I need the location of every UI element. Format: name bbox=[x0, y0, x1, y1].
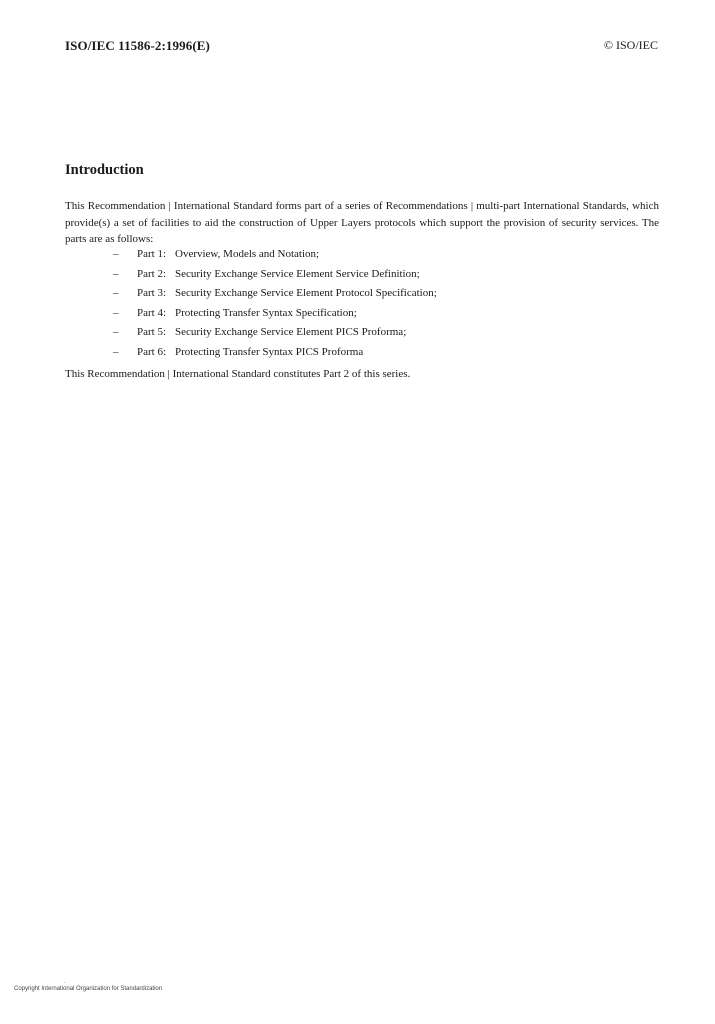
list-item bbox=[65, 304, 659, 324]
part-number: Part 2: bbox=[137, 267, 167, 280]
section-title: Introduction bbox=[65, 162, 144, 178]
footer-mark: . bbox=[64, 979, 66, 985]
closing-paragraph: This Recommendation | International Standard constitutes Part 2 of this series. bbox=[65, 368, 411, 380]
list-dash: – bbox=[113, 267, 119, 280]
list-item bbox=[65, 265, 659, 285]
list-dash: – bbox=[113, 306, 119, 319]
list-item bbox=[65, 245, 659, 265]
document-id: ISO/IEC 11586-2:1996(E) bbox=[65, 38, 210, 53]
part-description: Protecting Transfer Syntax Specification; bbox=[175, 306, 357, 319]
part-description: Security Exchange Service Element Protocol Specification; bbox=[175, 287, 437, 300]
part-description: Protecting Transfer Syntax PICS Proforma bbox=[175, 345, 364, 358]
part-number: Part 6: bbox=[137, 345, 167, 358]
list-item bbox=[65, 343, 659, 363]
parts-list bbox=[65, 245, 659, 363]
part-description: Security Exchange Service Element PICS Proforma; bbox=[175, 326, 407, 339]
part-number: Part 5: bbox=[137, 326, 167, 339]
part-number: Part 4: bbox=[137, 306, 167, 319]
part-number: Part 3: bbox=[137, 287, 167, 300]
part-description: Security Exchange Service Element Service Definition; bbox=[175, 267, 420, 280]
list-dash: – bbox=[113, 287, 119, 300]
part-description: Overview, Models and Notation; bbox=[175, 248, 320, 260]
list-dash: – bbox=[113, 345, 119, 358]
footer-copyright: Copyright International Organization for Standardization bbox=[14, 986, 163, 992]
list-dash: – bbox=[113, 326, 119, 339]
copyright-notice: © ISO/IEC bbox=[603, 38, 658, 52]
list-item bbox=[65, 284, 659, 304]
part-number: Part 1: bbox=[137, 248, 167, 260]
list-item bbox=[65, 323, 659, 343]
list-dash: – bbox=[113, 248, 119, 260]
intro-paragraph: This Recommendation | International Standard forms part of a series of Recommendations | multi-part International Standards, which provide(s) a set of facilities to aid the construction of Upper Layers protocols which support the provision of security services. The parts are as follows: bbox=[65, 200, 659, 245]
